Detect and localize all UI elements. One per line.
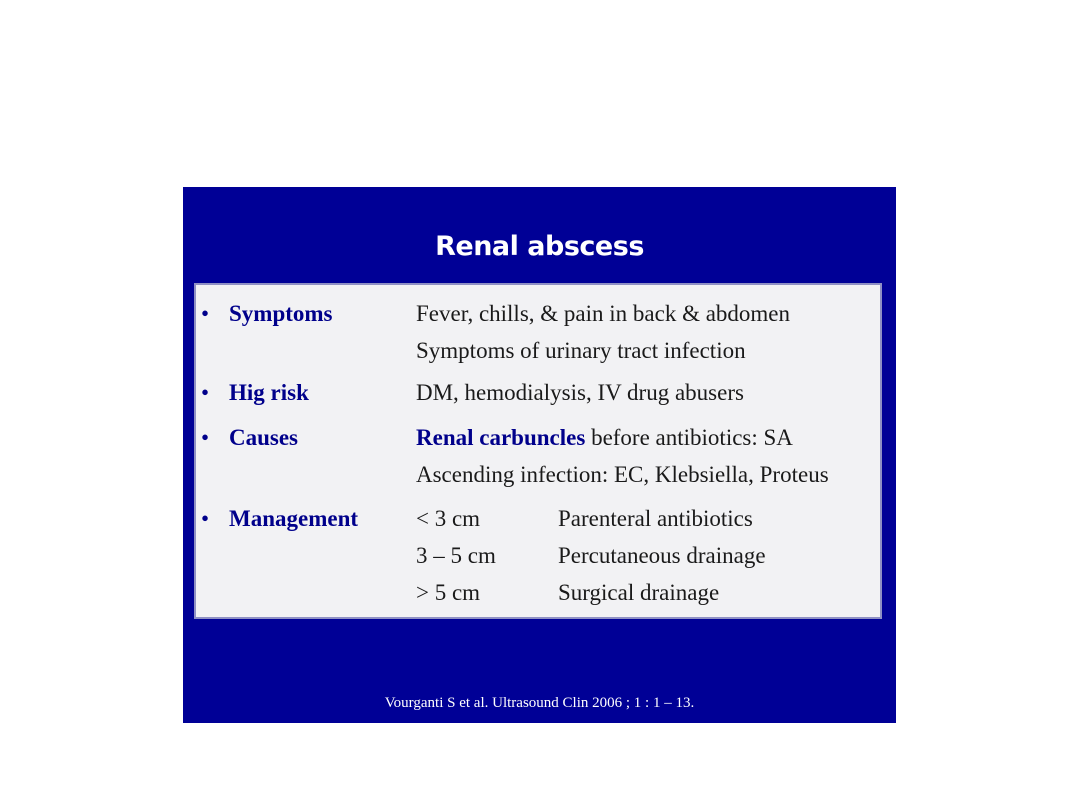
bullet-icon: • bbox=[201, 506, 210, 531]
management-treatment: Surgical drainage bbox=[558, 580, 720, 605]
bullet-icon: • bbox=[201, 425, 210, 450]
management-size: > 5 cm bbox=[416, 580, 481, 605]
slide bbox=[183, 187, 896, 723]
causes-emphasis: Renal carbuncles bbox=[416, 425, 586, 450]
high-risk-line: DM, hemodialysis, IV drug abusers bbox=[416, 380, 744, 405]
slide-title: Renal abscess bbox=[435, 231, 644, 262]
causes-line bbox=[416, 423, 793, 453]
bullet-icon: • bbox=[201, 301, 210, 326]
management-label: Management bbox=[229, 506, 359, 531]
bullet-icon: • bbox=[201, 380, 210, 405]
causes-line-rest: before antibiotics: SA bbox=[585, 425, 793, 450]
high-risk-label: Hig risk bbox=[229, 380, 309, 405]
management-size: < 3 cm bbox=[416, 506, 481, 531]
management-treatment: Percutaneous drainage bbox=[558, 543, 766, 568]
symptoms-line: Symptoms of urinary tract infection bbox=[416, 338, 746, 363]
management-size: 3 – 5 cm bbox=[416, 543, 496, 568]
causes-line: Ascending infection: EC, Klebsiella, Proteus bbox=[416, 462, 829, 487]
content-box bbox=[194, 283, 882, 619]
symptoms-label: Symptoms bbox=[229, 301, 333, 326]
citation: Vourganti S et al. Ultrasound Clin 2006 ; 1 : 1 – 13. bbox=[384, 695, 695, 711]
causes-label: Causes bbox=[229, 425, 299, 450]
management-treatment: Parenteral antibiotics bbox=[558, 506, 753, 531]
symptoms-line: Fever, chills, & pain in back & abdomen bbox=[416, 301, 791, 326]
